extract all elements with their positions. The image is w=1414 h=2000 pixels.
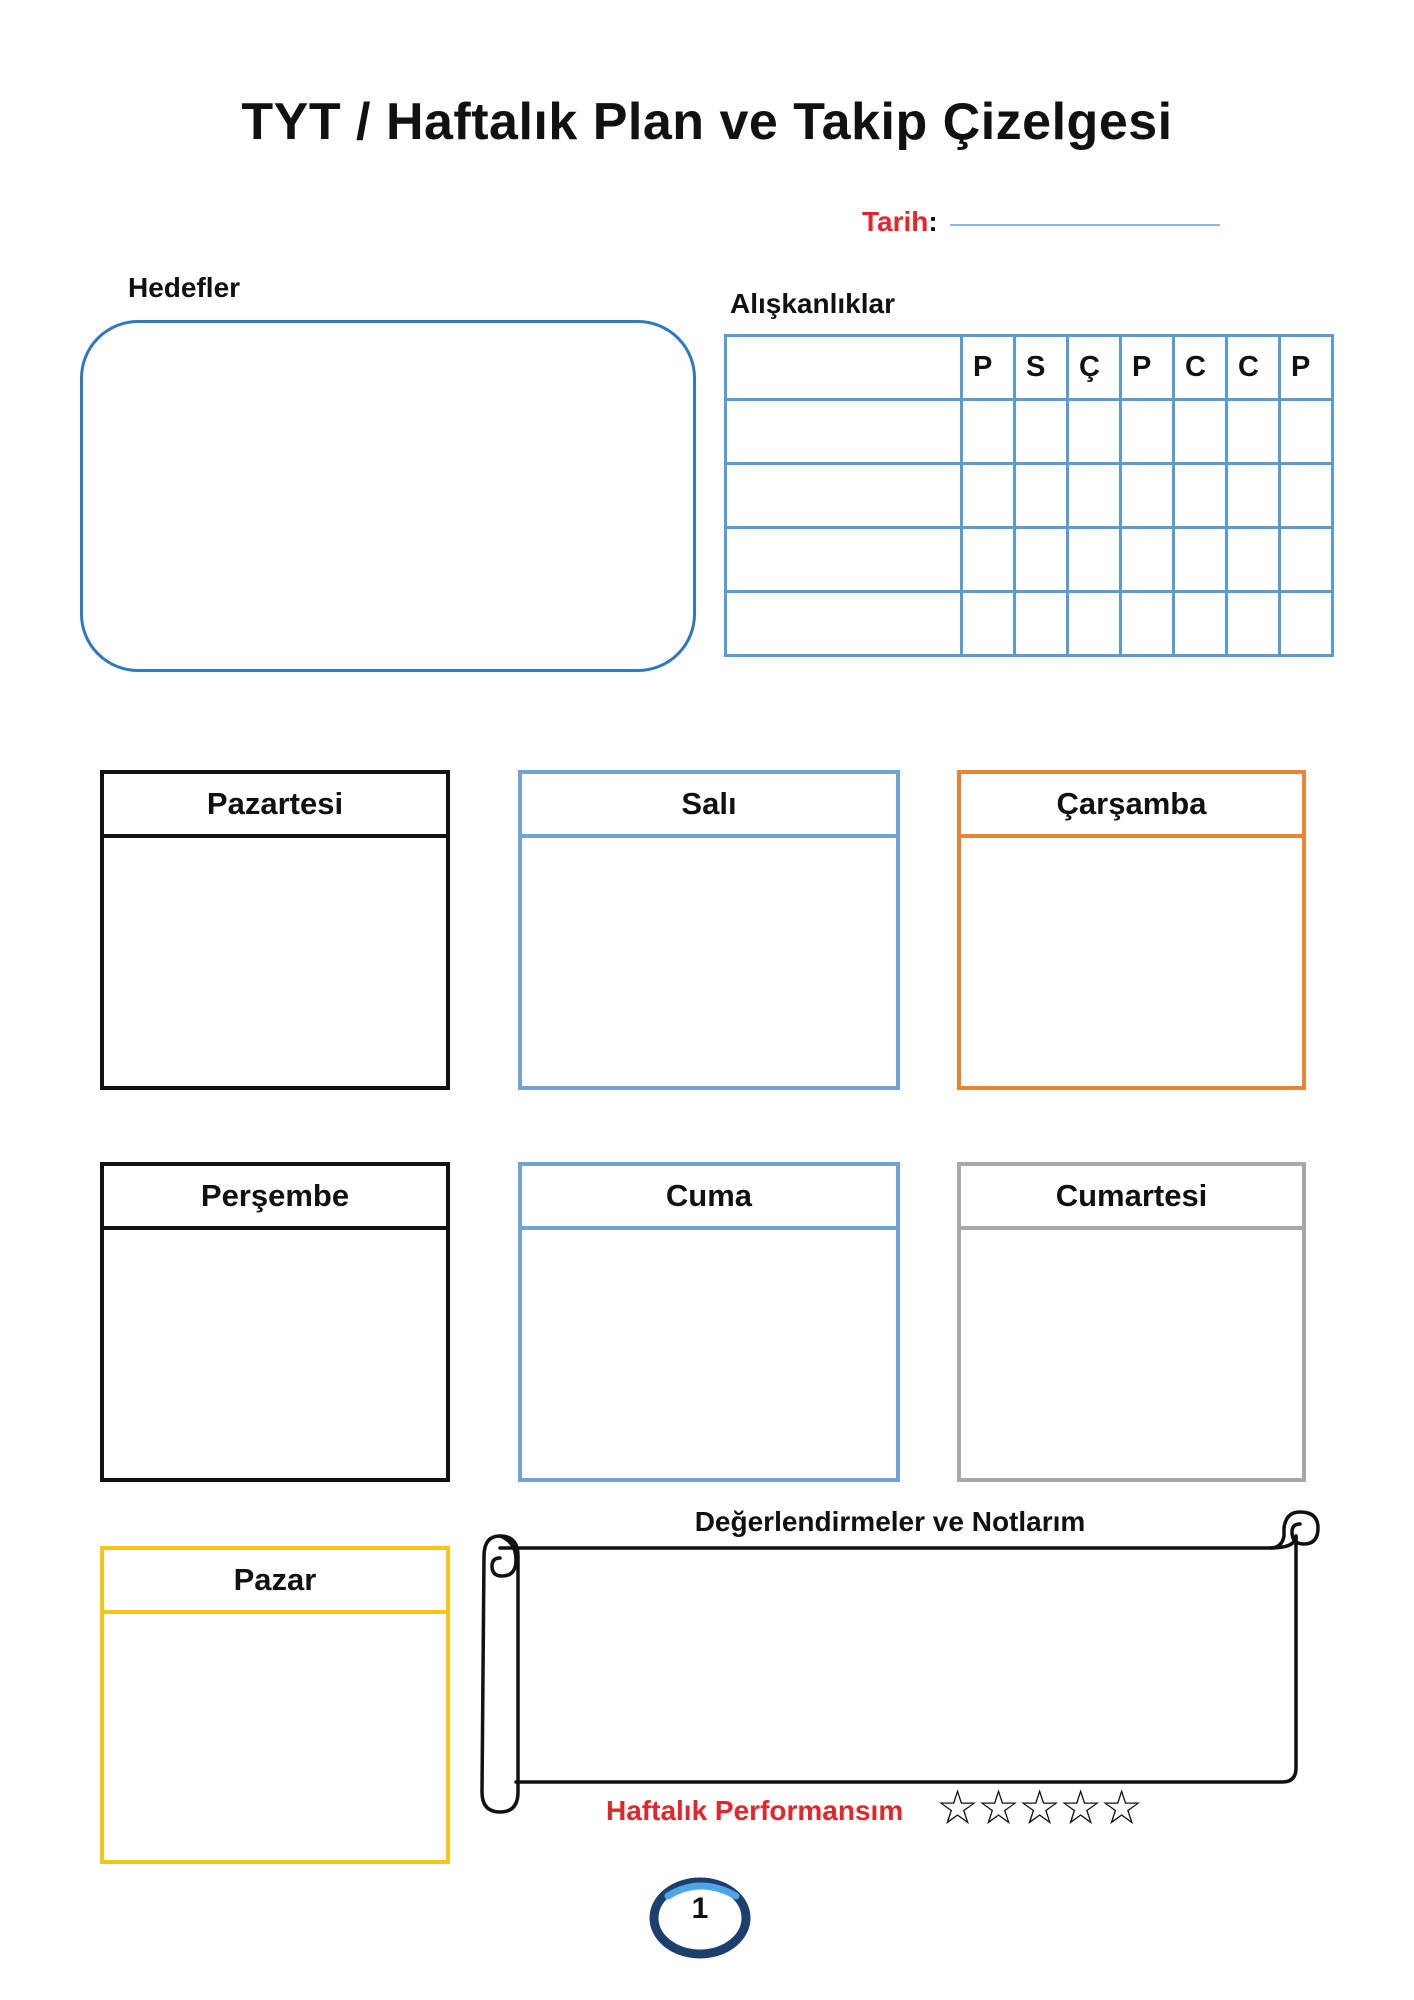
notes-scroll[interactable] xyxy=(470,1500,1330,1830)
page-number: 1 xyxy=(691,1892,709,1925)
date-label xyxy=(862,206,938,238)
habit-check-cell[interactable] xyxy=(1015,464,1068,528)
habits-row xyxy=(726,592,1333,656)
day-card-sunday[interactable] xyxy=(100,1546,450,1864)
habit-check-cell[interactable] xyxy=(1174,528,1227,592)
day-card-saturday[interactable] xyxy=(957,1162,1306,1482)
habits-row xyxy=(726,464,1333,528)
habit-check-cell[interactable] xyxy=(1068,592,1121,656)
habit-check-cell[interactable] xyxy=(1015,528,1068,592)
habit-check-cell[interactable] xyxy=(1280,464,1333,528)
day-card-wednesday[interactable] xyxy=(957,770,1306,1090)
habit-check-cell[interactable] xyxy=(1121,528,1174,592)
habit-check-cell[interactable] xyxy=(1068,400,1121,464)
date-label-text: Tarih xyxy=(862,206,929,237)
habit-check-cell[interactable] xyxy=(1227,464,1280,528)
habit-check-cell[interactable] xyxy=(1280,592,1333,656)
performance-label: Haftalık Performansım xyxy=(606,1795,904,1826)
habit-check-cell[interactable] xyxy=(1280,528,1333,592)
habit-check-cell[interactable] xyxy=(962,592,1015,656)
goals-box[interactable] xyxy=(80,320,696,672)
habits-day-header: P xyxy=(962,336,1015,400)
day-card-title: Pazar xyxy=(104,1550,446,1614)
habits-day-header: C xyxy=(1174,336,1227,400)
habits-row xyxy=(726,528,1333,592)
habit-name-cell[interactable] xyxy=(726,528,962,592)
day-card-friday[interactable] xyxy=(518,1162,900,1482)
day-card-title: Pazartesi xyxy=(104,774,446,838)
habits-day-header: P xyxy=(1280,336,1333,400)
habits-row xyxy=(726,400,1333,464)
page-title: TYT / Haftalık Plan ve Takip Çizelgesi xyxy=(241,93,1173,151)
habit-check-cell[interactable] xyxy=(1121,592,1174,656)
habit-check-cell[interactable] xyxy=(1227,592,1280,656)
day-card-thursday[interactable] xyxy=(100,1162,450,1482)
habits-header-row xyxy=(726,336,1333,400)
habit-check-cell[interactable] xyxy=(1121,400,1174,464)
habits-day-header: S xyxy=(1015,336,1068,400)
habits-table xyxy=(724,334,1334,657)
day-card-title: Cuma xyxy=(522,1166,896,1230)
habit-check-cell[interactable] xyxy=(962,528,1015,592)
goals-label: Hedefler xyxy=(128,272,241,303)
habit-check-cell[interactable] xyxy=(1227,400,1280,464)
habits-day-header: P xyxy=(1121,336,1174,400)
day-card-monday[interactable] xyxy=(100,770,450,1090)
rating-stars-icon[interactable]: ☆☆☆☆☆ xyxy=(936,1782,1142,1835)
habit-check-cell[interactable] xyxy=(1068,528,1121,592)
habit-check-cell[interactable] xyxy=(1174,464,1227,528)
habit-name-cell[interactable] xyxy=(726,464,962,528)
habit-check-cell[interactable] xyxy=(962,400,1015,464)
day-card-title: Cumartesi xyxy=(961,1166,1302,1230)
habits-header-blank xyxy=(726,336,962,400)
habit-check-cell[interactable] xyxy=(1174,400,1227,464)
habit-check-cell[interactable] xyxy=(1227,528,1280,592)
habits-day-header: C xyxy=(1227,336,1280,400)
habit-check-cell[interactable] xyxy=(1015,400,1068,464)
day-card-tuesday[interactable] xyxy=(518,770,900,1090)
date-field-line[interactable] xyxy=(950,224,1220,226)
day-card-title: Perşembe xyxy=(104,1166,446,1230)
habit-check-cell[interactable] xyxy=(1015,592,1068,656)
habits-label: Alışkanlıklar xyxy=(730,288,895,319)
habit-name-cell[interactable] xyxy=(726,592,962,656)
day-card-title: Çarşamba xyxy=(961,774,1302,838)
habit-check-cell[interactable] xyxy=(962,464,1015,528)
habit-check-cell[interactable] xyxy=(1174,592,1227,656)
habits-day-header: Ç xyxy=(1068,336,1121,400)
date-label-colon: : xyxy=(928,206,938,237)
habit-check-cell[interactable] xyxy=(1280,400,1333,464)
habit-check-cell[interactable] xyxy=(1121,464,1174,528)
habit-name-cell[interactable] xyxy=(726,400,962,464)
notes-label: Değerlendirmeler ve Notlarım xyxy=(694,1506,1086,1537)
habit-check-cell[interactable] xyxy=(1068,464,1121,528)
day-card-title: Salı xyxy=(522,774,896,838)
